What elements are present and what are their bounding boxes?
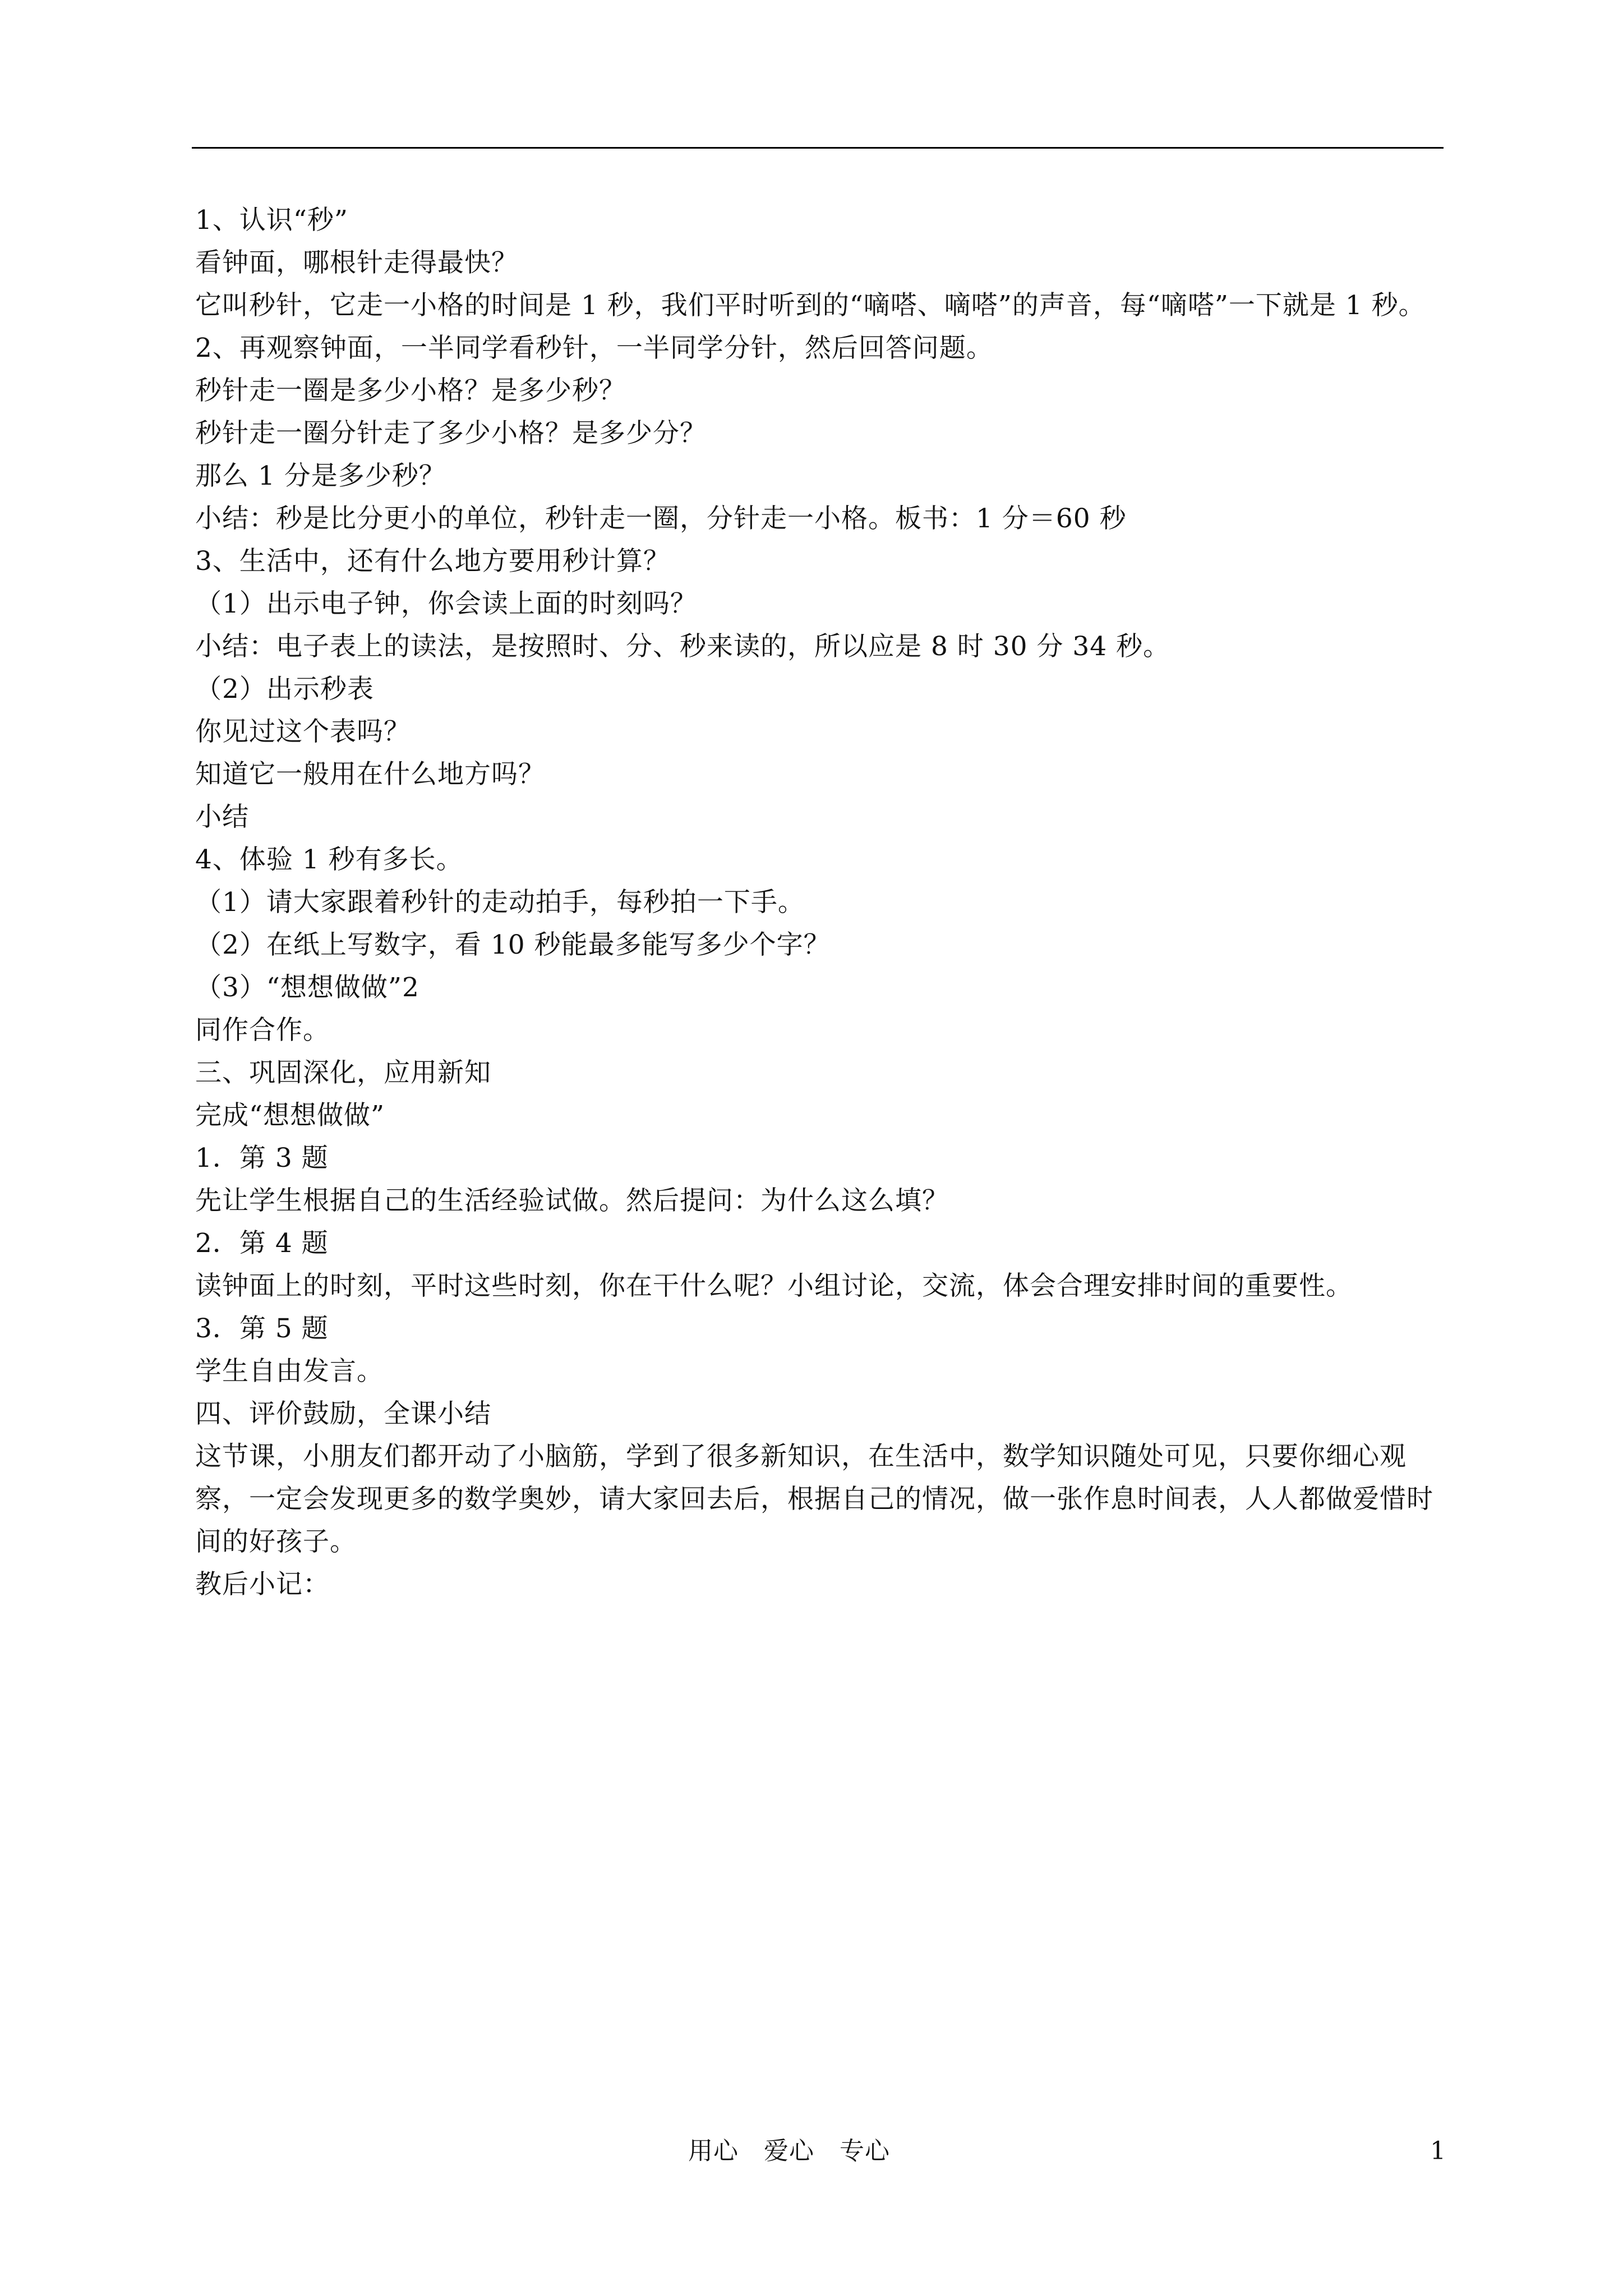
paragraph: （3）“想想做做”2 (195, 972, 419, 1003)
paragraph: 秒针走一圈是多少小格？是多少秒？ (195, 375, 626, 406)
paragraph: 教后小记： (195, 1569, 330, 1600)
paragraph: 四、评价鼓励，全课小结 (195, 1398, 491, 1429)
document-body (195, 199, 1445, 1606)
paragraph: 4、体验 1 秒有多长。 (195, 844, 463, 875)
paragraph: 小结：电子表上的读法，是按照时、分、秒来读的，所以应是 8 时 30 分 34 秒。 (195, 631, 1170, 662)
paragraph: 2．第 4 题 (195, 1228, 329, 1259)
page-number: 1 (1430, 2137, 1446, 2165)
paragraph: 3、生活中，还有什么地方要用秒计算？ (195, 546, 670, 577)
footer-motto: 用心 爱心 专心 (688, 2137, 890, 2165)
paragraph: 先让学生根据自己的生活经验试做。然后提问：为什么这么填？ (195, 1185, 949, 1216)
header-rule (192, 147, 1444, 149)
paragraph: 1、认识“秒” (195, 205, 348, 236)
paragraph: 它叫秒针，它走一小格的时间是 1 秒，我们平时听到的“嘀嗒、嘀嗒”的声音，每“嘀嗒”一下就是 1 秒。 (195, 290, 1426, 321)
paragraph: 那么 1 分是多少秒？ (195, 461, 446, 491)
paragraph: 学生自由发言。 (195, 1356, 384, 1387)
paragraph: 3．第 5 题 (195, 1313, 329, 1344)
paragraph: 小结：秒是比分更小的单位，秒针走一圈，分针走一小格。板书：1 分＝60 秒 (195, 503, 1127, 534)
paragraph: （1）出示电子钟，你会读上面的时刻吗？ (195, 588, 697, 619)
paragraph: 同作合作。 (195, 1015, 330, 1046)
paragraph: 读钟面上的时刻，平时这些时刻，你在干什么呢？小组讨论，交流，体会合理安排时间的重要性。 (195, 1271, 1353, 1301)
paragraph: （2）出示秒表 (195, 674, 374, 705)
paragraph: 秒针走一圈分针走了多少小格？是多少分？ (195, 418, 707, 449)
paragraph: 看钟面，哪根针走得最快？ (195, 247, 518, 278)
paragraph: 1．第 3 题 (195, 1143, 329, 1174)
paragraph: 三、巩固深化，应用新知 (195, 1057, 491, 1088)
paragraph: （2）在纸上写数字，看 10 秒能最多能写多少个字？ (195, 930, 831, 960)
paragraph: 完成“想想做做” (195, 1100, 385, 1131)
paragraph: 这节课，小朋友们都开动了小脑筋，学到了很多新知识，在生活中，数学知识随处可见，只要你细心观察，一定会发现更多的数学奥妙，请大家回去后，根据自己的情况，做一张作息时间表，人人都做爱惜时间的好孩子。 (195, 1441, 1433, 1557)
paragraph: 2、再观察钟面，一半同学看秒针，一半同学分针，然后回答问题。 (195, 333, 993, 364)
paragraph: 知道它一般用在什么地方吗？ (195, 759, 545, 790)
paragraph: 小结 (195, 802, 249, 832)
paragraph: 你见过这个表吗？ (195, 716, 411, 747)
paragraph: （1）请大家跟着秒针的走动拍手，每秒拍一下手。 (195, 887, 805, 918)
